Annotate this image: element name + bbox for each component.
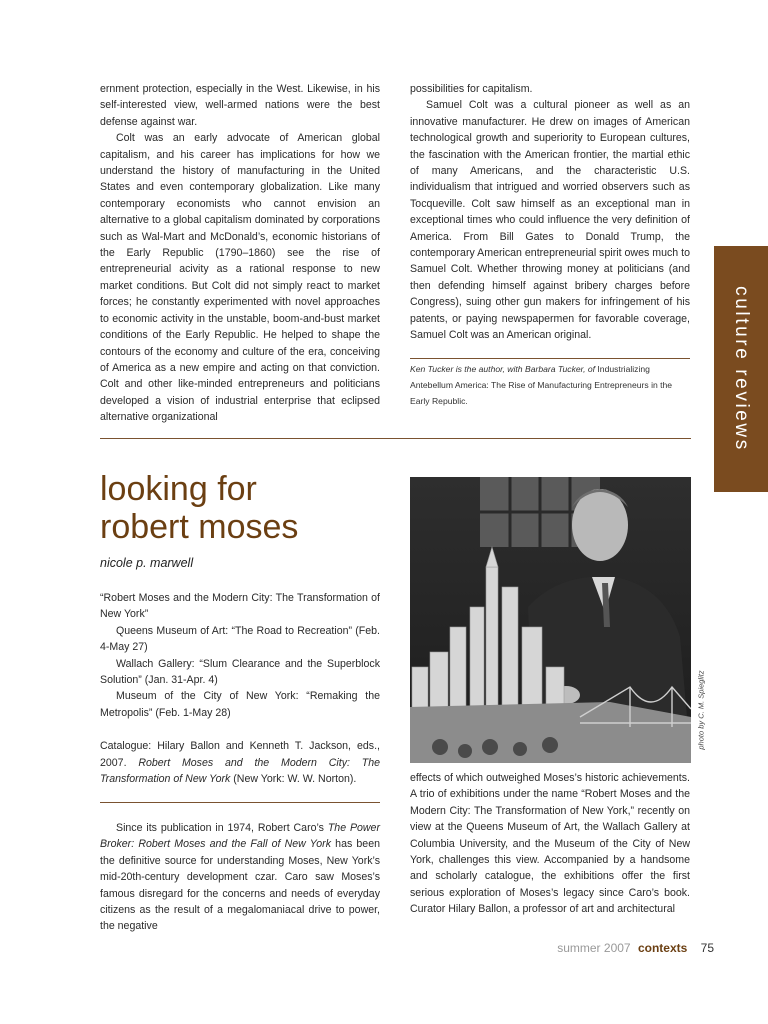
paragraph: effects of which outweighed Moses’s historic achievements. A trio of exhibitions under the name “Robert Moses and the Modern City: The Transformation of New York,” recently on view at the Queens Museum of Art, the Wallach Gallery at Columbia University, and the Museum of the City of New York, challenges this view. Accompanied by a handsome and scholarly catalogue, the exhibitions offer the first serious exploration of Moses’s legacy since Caro’s book. Curator Hilary Ballon, a professor of art and architectural	[410, 772, 690, 916]
bio-divider	[410, 358, 690, 359]
exhibition-venue-2: Wallach Gallery: “Slum Clearance and the Superblock Solution” (Jan. 31-Apr. 4)	[100, 657, 380, 687]
page-number: 75	[700, 941, 714, 955]
section-divider	[100, 438, 691, 439]
exhibition-listing	[100, 590, 380, 787]
book-title: The Power Broker: Robert Moses and the Fall of New York	[100, 822, 380, 851]
magazine-name: contexts	[637, 941, 688, 955]
paragraph: possibilities for capitalism.	[410, 83, 533, 95]
catalogue-lead: Catalogue: Hilary Ballon and Kenneth T. Jackson, eds., 2007.	[100, 740, 380, 769]
exhibition-venue-3: Museum of the City of New York: “Remaking the Metropolis” (Feb. 1-May 28)	[100, 690, 380, 719]
exhibition-venue-1: Queens Museum of Art: “The Road to Recreation” (Feb. 4-May 27)	[100, 624, 380, 654]
author-bio-book-title: Industrializing Antebellum America: The Rise of Manufacturing Entrepreneurs in the Early Republic.	[410, 364, 673, 406]
body-text: Since its publication in 1974, Robert Caro’s	[116, 822, 324, 834]
listing-divider	[100, 802, 380, 803]
catalogue-citation	[100, 738, 380, 787]
article-title-line-1: looking for	[100, 470, 257, 508]
continued-article-right-column	[410, 81, 690, 344]
author-bio-lead: Ken Tucker is the author, with Barbara Tucker, of	[410, 364, 596, 374]
paragraph: Colt was an early advocate of American global capitalism, and his career has implications for how we understand the history of manufacturing in the United States and even contemporary globalization. Like many contemporary economists who cannot envision an alternative to a global capitalism dominated by corporations such as Wal-Mart and McDonald’s, economic historians of the Early Republic (1790–1860) see the rise of entrepreneurial acivity as a rational response to new market conditions. But Colt did not simply react to market forces; he constantly experimented with novel approaches to economic activity in the unstable, boom-and-bust market conditions of the Early Republic. He helped to shape the contours of the economy and culture of the era, conceiving of America as a new empire and acting on that conviction. Colt and other like-minded entrepreneurs and politicians developed a vision of industrial enterprise that eclipsed alternative organizational	[100, 132, 380, 424]
article-author: nicole p. marwell	[100, 556, 194, 570]
exhibition-main-title: “Robert Moses and the Modern City: The Transformation of New York”	[100, 592, 380, 621]
author-bio	[410, 361, 690, 409]
paragraph	[100, 820, 380, 935]
continued-article-left-column	[100, 81, 380, 426]
article-body-right-column	[410, 770, 690, 918]
article-title	[100, 470, 400, 546]
section-tab-label: culture reviews	[731, 286, 752, 452]
article-body-left-column	[100, 820, 380, 935]
photo-illustration	[410, 477, 691, 763]
paragraph: Samuel Colt was a cultural pioneer as well as an innovative manufacturer. He drew on images of American technological growth and superiority to European cultures, the fascination with the American frontier, the martial ethic of many Americans, and the characteristic U.S. individualism that intrigued and worried observers such as Tocqueville. Colt saw himself as an exceptional man in exceptional times who could influence the very definition of America. From Bill Gates to Donald Trump, the contemporary American entrepreneurial spirit owes much to Samuel Colt. Whether throwing money at politicians (and then defending himself against bribery charges before Congress), suing other gun makers for infringement of his patents, or paying newspapermen for favorable coverage, Samuel Colt was an American original.	[410, 99, 690, 342]
catalogue-publisher: (New York: W. W. Norton).	[233, 773, 357, 786]
issue-season: summer 2007	[557, 941, 631, 955]
photo-credit: photo by C. M. Spieglitz	[696, 670, 706, 750]
catalogue-title: Robert Moses and the Modern City: The Transformation of New York	[100, 756, 381, 786]
article-title-line-2: robert moses	[100, 508, 299, 546]
page-footer	[557, 941, 714, 955]
paragraph: ernment protection, especially in the West. Likewise, in his self-interested view, well-armed nations were the best defense against war.	[100, 83, 380, 128]
body-text: has been the definitive source for understanding Moses, New York’s mid-20th-century development czar. Caro saw Moses’s famous disregard for the concerns and needs of everyday citizens as the result of a megalomaniacal drive to power, the negative	[100, 838, 380, 933]
robert-moses-photo	[410, 477, 691, 763]
